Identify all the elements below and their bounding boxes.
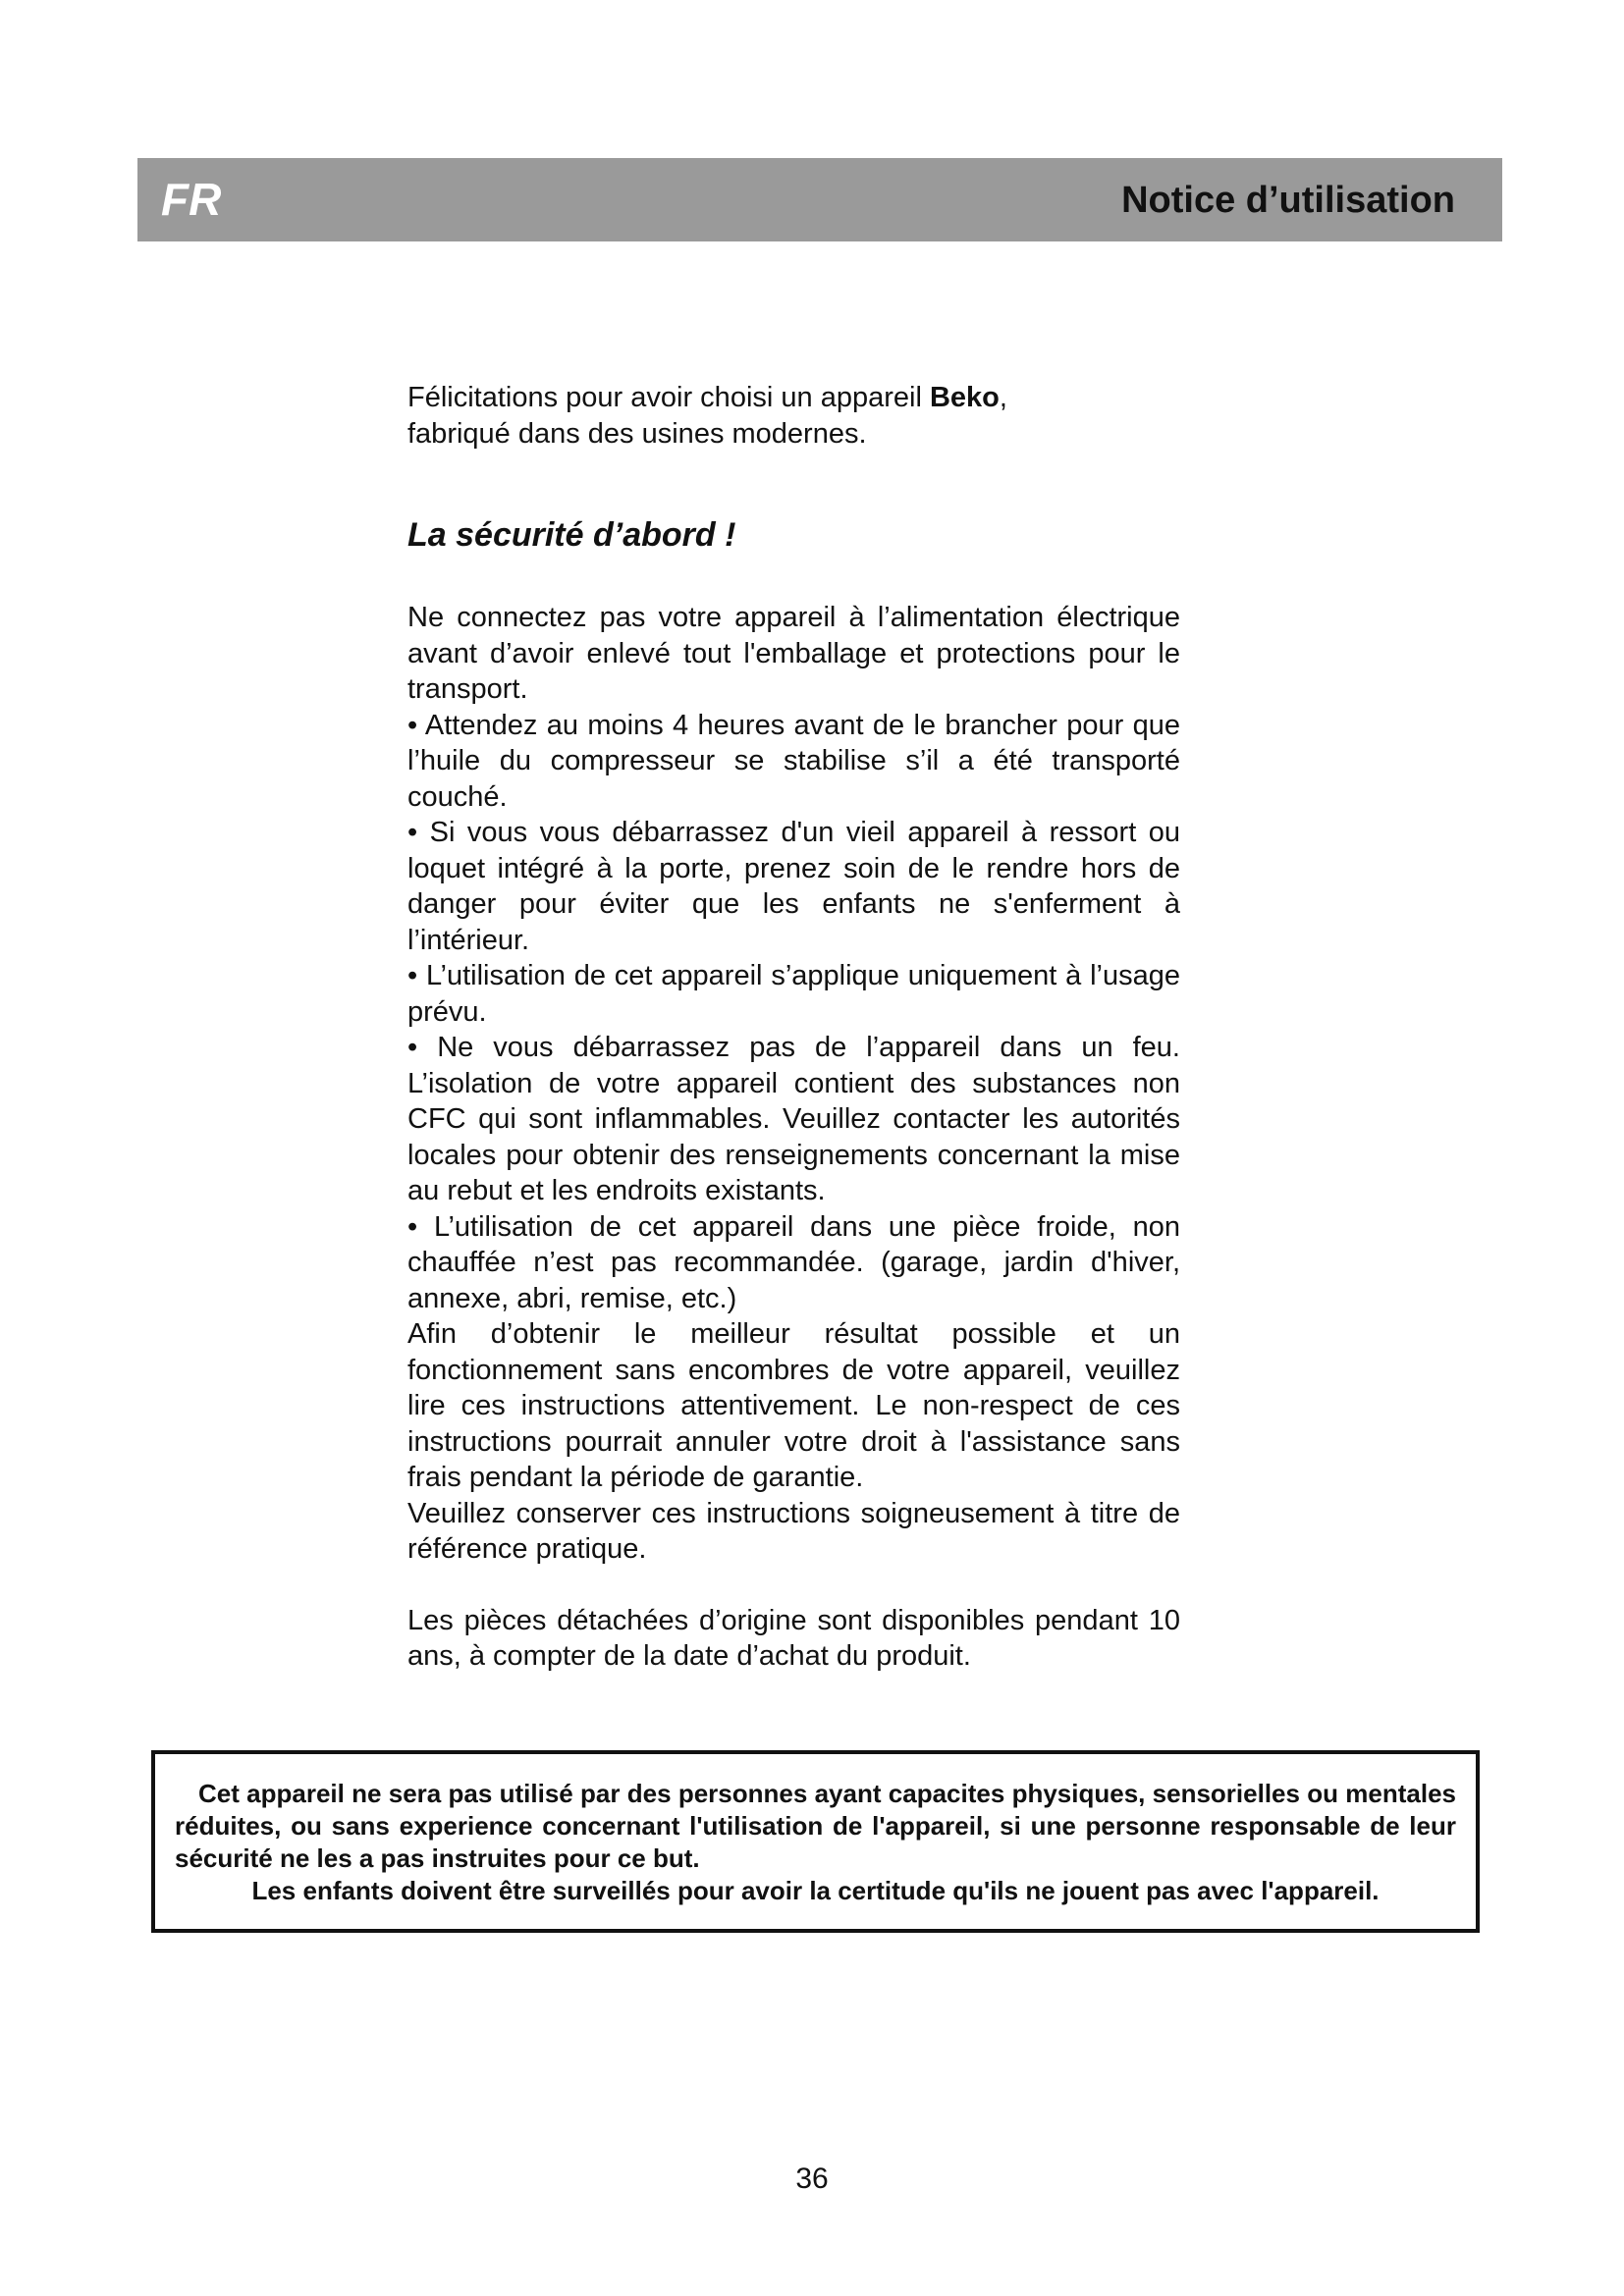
intro-paragraph — [407, 380, 1180, 452]
safety-heading: La sécurité d’abord ! — [407, 516, 736, 554]
safety-paragraph: Veuillez conserver ces instructions soigneusement à titre de référence pratique. — [407, 1497, 1180, 1565]
intro-line-1 — [407, 380, 1180, 416]
spare-parts-paragraph: Les pièces détachées d’origine sont disponibles pendant 10 ans, à compter de la date d’achat du produit. — [407, 1604, 1180, 1672]
main-content — [407, 380, 1180, 1675]
intro-line-2: fabriqué dans des usines modernes. — [407, 417, 867, 450]
safety-bullet: • Si vous vous débarrassez d'un vieil appareil à ressort ou loquet intégré à la porte, prenez soin de le rendre hors de danger pour éviter que les enfants ne s'enferment à l’intérieur. — [407, 817, 1180, 956]
safety-bullet: • L’utilisation de cet appareil s’applique uniquement à l’usage prévu. — [407, 960, 1180, 1028]
warning-box — [151, 1750, 1480, 1933]
page-title: Notice d’utilisation — [1121, 180, 1455, 221]
language-code: FR — [161, 174, 222, 225]
safety-body — [407, 600, 1180, 1675]
intro-text-before-brand: Félicitations pour avoir choisi un appareil — [407, 382, 930, 413]
safety-paragraph: Ne connectez pas votre appareil à l’alimentation électrique avant d’avoir enlevé tout l'emballage et protections pour le transport. — [407, 602, 1180, 705]
safety-bullet: • Ne vous débarrassez pas de l’appareil dans un feu. L’isolation de votre appareil contient des substances non CFC qui sont inflammables. Veuillez contacter les autorités locales pour obtenir des renseignements concernant la mise au rebut et les endroits existants. — [407, 1032, 1180, 1206]
page-number: 36 — [795, 2163, 829, 2195]
safety-bullet: • Attendez au moins 4 heures avant de le brancher pour que l’huile du compresseur se stabilise s’il a été transporté couché. — [407, 709, 1180, 813]
intro-text-after-brand: , — [999, 382, 1007, 413]
safety-paragraph: Afin d’obtenir le meilleur résultat possible et un fonctionnement sans encombres de votre appareil, veuillez lire ces instructions attentivement. Le non-respect de ces instructions pourrait annuler votre droit à l'assistance sans frais pendant la période de garantie. — [407, 1318, 1180, 1493]
safety-bullet: • L’utilisation de cet appareil dans une pièce froide, non chauffée n’est pas recommandée. (garage, jardin d'hiver, annexe, abri, remise, etc.) — [407, 1210, 1180, 1314]
warning-paragraph-2: Les enfants doivent être surveillés pour avoir la certitude qu'ils ne jouent pas avec l'appareil. — [251, 1876, 1380, 1905]
warning-paragraph-1: Cet appareil ne sera pas utilisé par des personnes ayant capacites physiques, sensorielles ou mentales réduites, ou sans experience concernant l'utilisation de l'appareil, si une personne responsable de leur sécurité ne les a pas instruites pour ce but. — [175, 1779, 1456, 1873]
brand-name: Beko — [929, 382, 1000, 413]
header-bar — [137, 158, 1502, 241]
